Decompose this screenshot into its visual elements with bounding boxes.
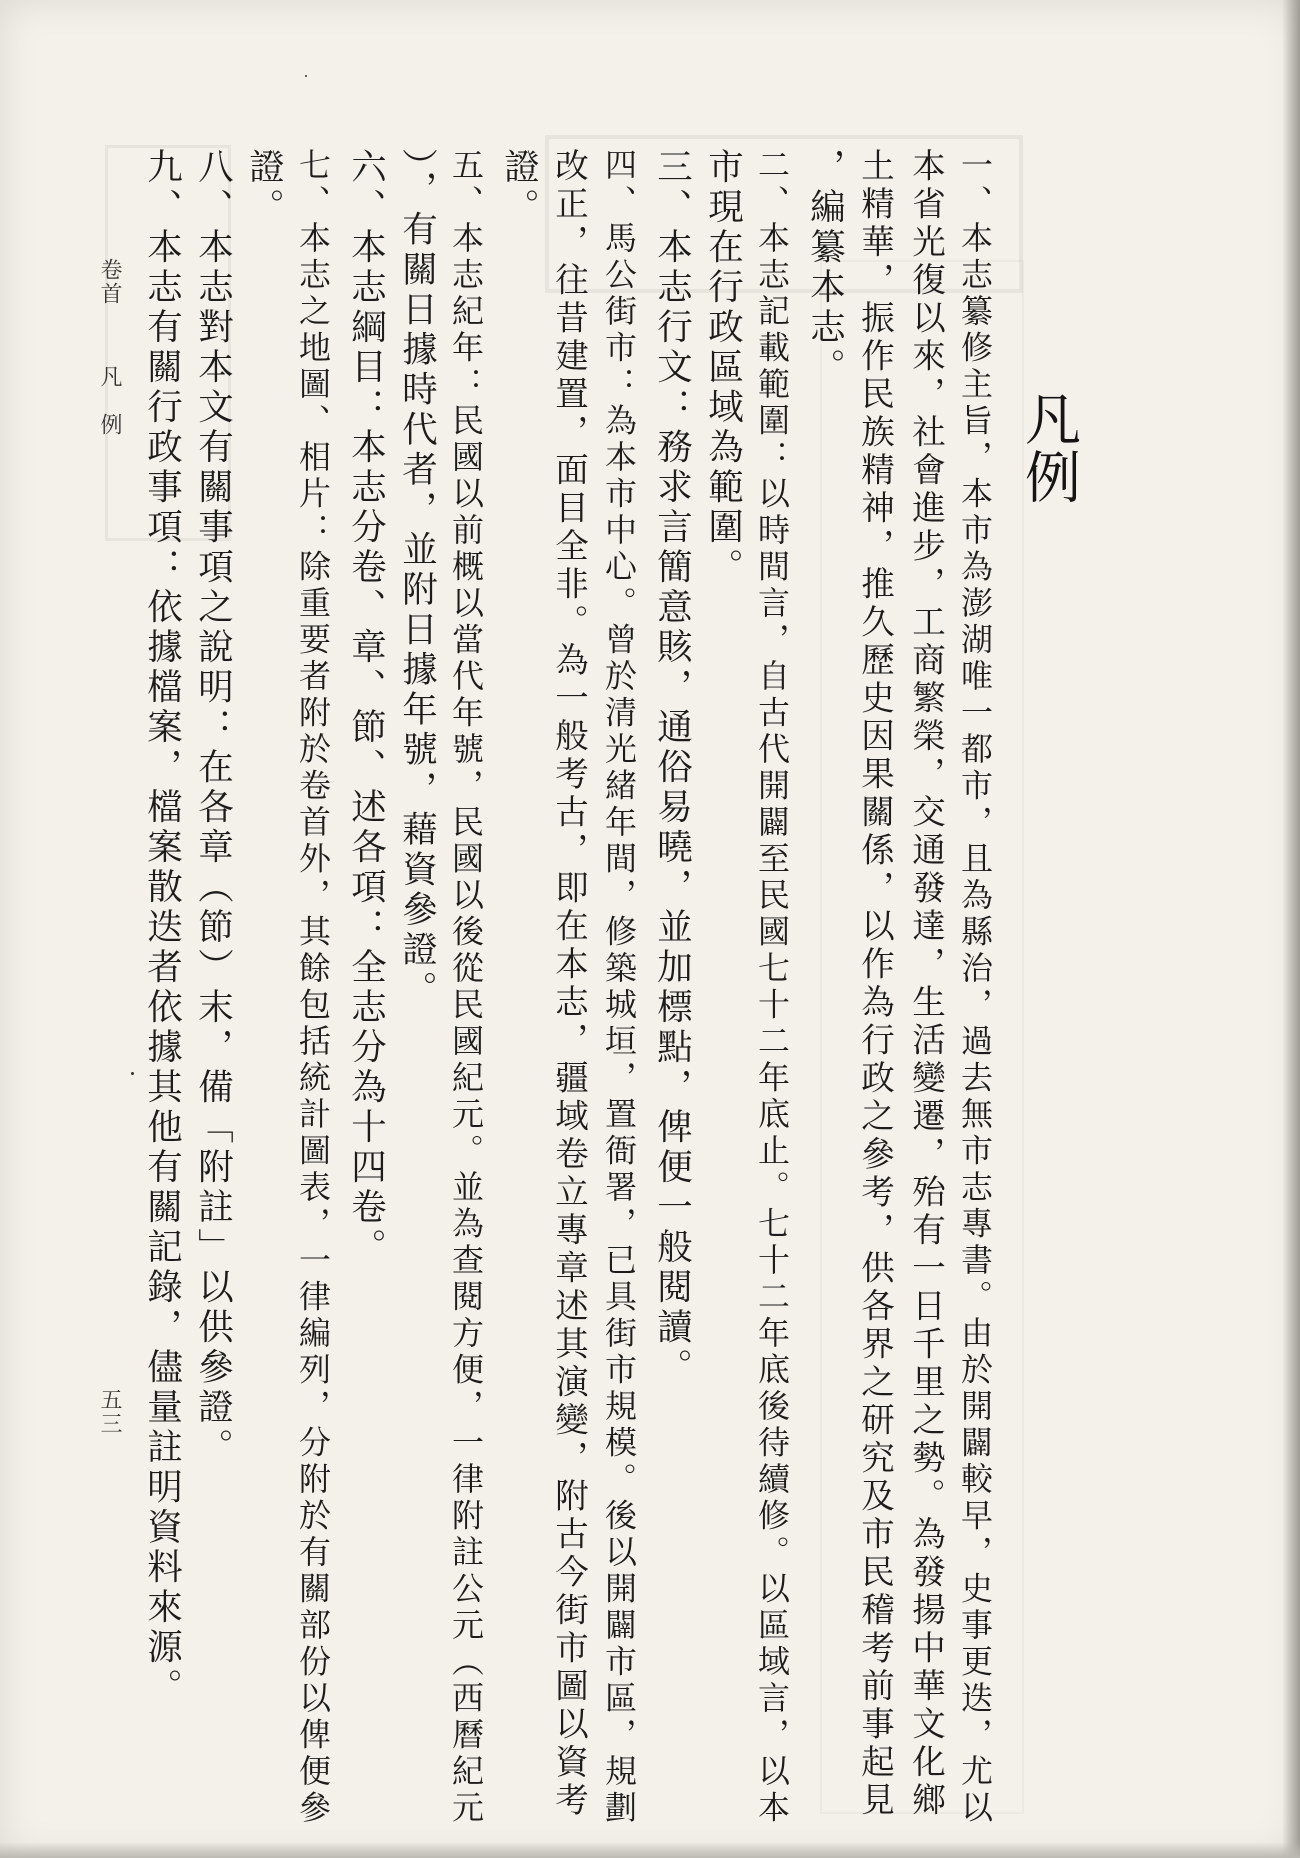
paper-speck	[305, 75, 307, 77]
text-column: 五、本志紀年：民國以前概以當代年號，民國以後從民國紀元。並為查閱方便，一律附註公元（西曆紀元	[447, 148, 485, 1827]
page-edge-shadow	[1282, 0, 1300, 1858]
text-column: 一、本志纂修主旨，本市為澎湖唯一都市，且為縣治，過去無市志專書。由於開闢較早，史事更迭，尤以	[956, 148, 994, 1827]
text-column: 四、馬公街市：為本市中心。曾於清光緒年間，修築城垣，置衙署，已具街市規模。後以開闢市區，規劃	[600, 148, 638, 1827]
text-column: ），有關日據時代者，並附日據年號，藉資參證。	[396, 148, 438, 1011]
text-column: 八、本志對本文有關事項之說明：在各章（節）末，備「附註」以供參證。	[192, 148, 234, 1468]
text-column: 七、本志之地圖、相片：除重要者附於卷首外，其餘包括統計圖表，一律編列，分附於有關部份以俾便參	[294, 148, 332, 1827]
text-column: 本省光復以來，社會進步，工商繁榮，交通發達，生活變遷，殆有一日千里之勢。為發揚中華文化鄉	[906, 148, 946, 1820]
text-column: 改正，往昔建置，面目全非。為一般考古，即在本志，疆域卷立專章述其演變，附古今街市圖以資考	[549, 148, 589, 1820]
text-column: 九、本志有關行政事項：依據檔案，檔案散迭者依據其他有關記錄，儘量註明資料來源。	[141, 148, 183, 1708]
text-column: ，編纂本志。	[804, 148, 846, 388]
footer-section: 卷首	[97, 258, 122, 306]
text-column: 市現在行政區域為範圍。	[702, 148, 744, 588]
page-title: 凡例	[1016, 390, 1081, 506]
page-number: 五三	[97, 1388, 122, 1436]
text-column: 三、本志行文：務求言簡意賅，通俗易曉，並加標點，俾便一般閱讀。	[651, 148, 693, 1388]
paper-speck	[131, 1072, 134, 1075]
page-edge-shadow	[0, 1842, 1300, 1858]
text-column: 土精華，振作民族精神，推久歷史因果關係，以作為行政之參考，供各界之研究及市民稽考前事起見	[855, 148, 895, 1820]
text-column: 證。	[498, 148, 540, 228]
text-column: 二、本志記載範圍：以時間言，自古代開闢至民國七十二年底止。七十二年底後待續修。以區域言，以本	[753, 148, 791, 1827]
text-column: 證。	[243, 148, 285, 228]
text-column: 六、本志綱目：本志分卷、章、節、述各項：全志分為十四卷。	[345, 148, 387, 1268]
footer-name: 凡 例	[97, 365, 122, 437]
